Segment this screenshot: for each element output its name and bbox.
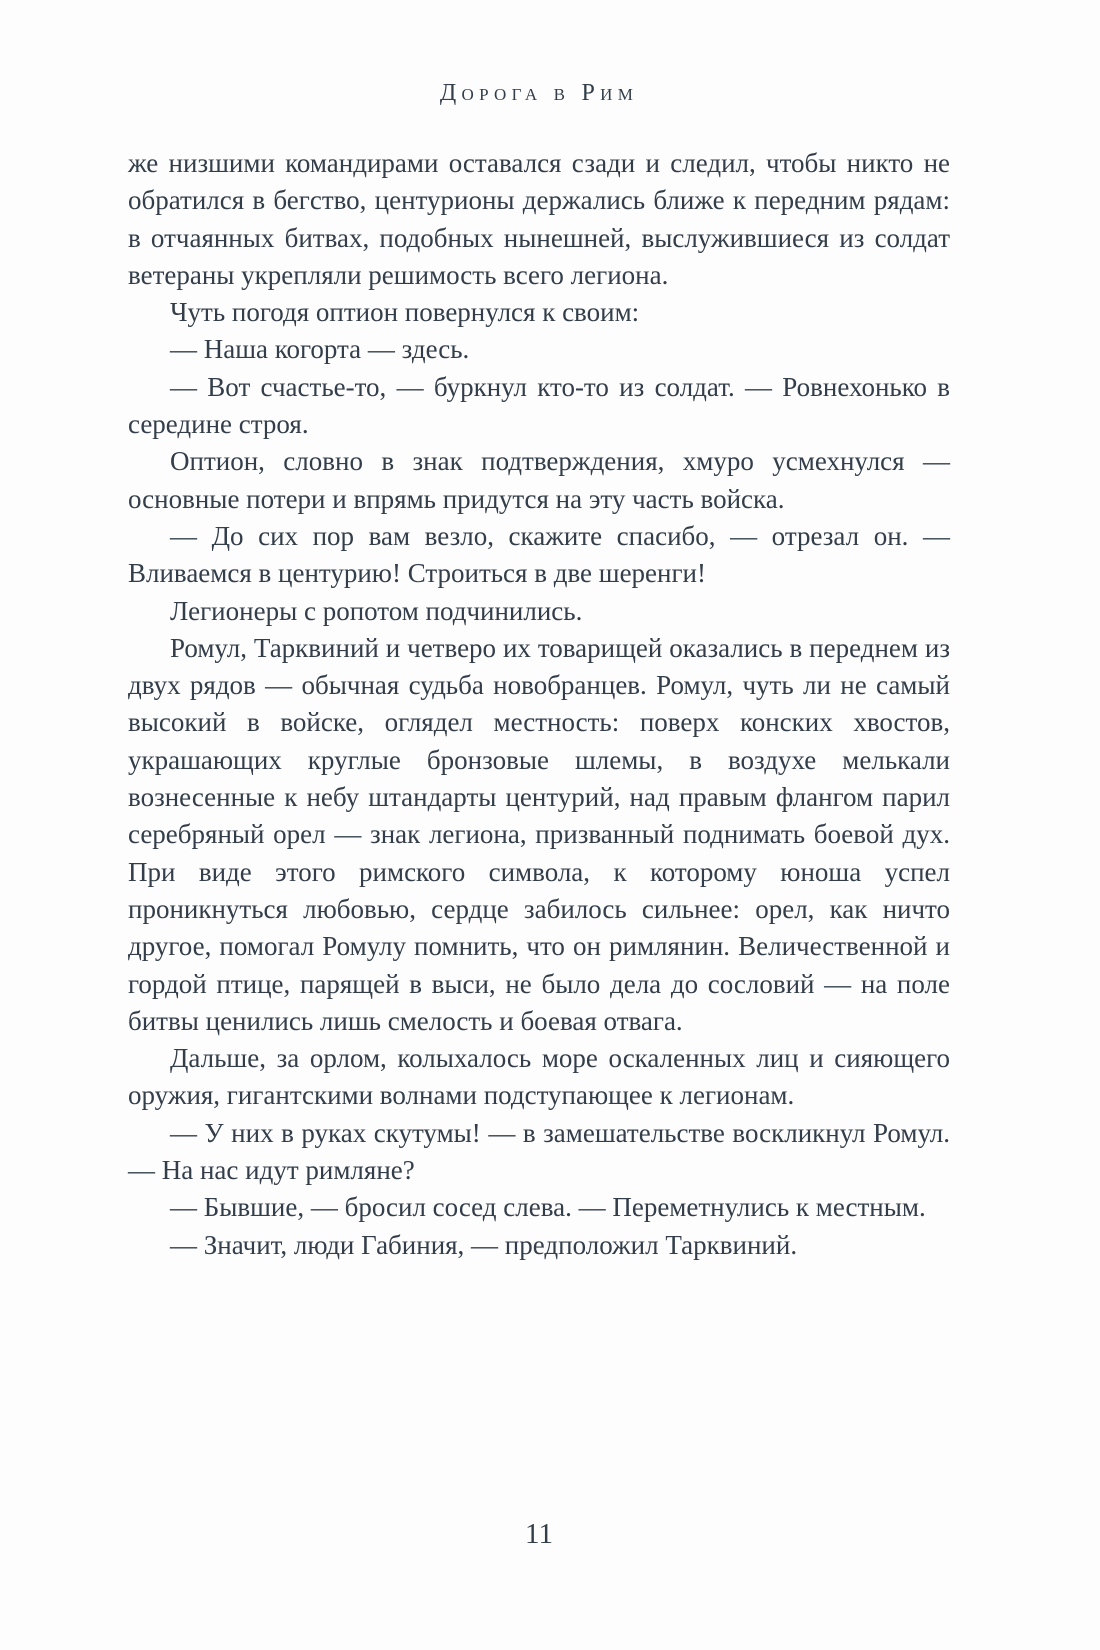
paragraph: же низшими командирами оставался сзади и следил, чтобы никто не обратился в бегство, центурионы держались ближе к передним рядам: в отчаянных битвах, подобных нынешней, выслужившиеся из солдат ветераны укрепляли решимость всего легиона. bbox=[128, 148, 950, 290]
paragraph-dialogue: — Бывшие, — бросил сосед слева. — Переметнулись к местным. bbox=[170, 1192, 926, 1223]
paragraph-dialogue: — Вот счастье-то, — буркнул кто-то из солдат. — Ровнехонько в середине строя. bbox=[128, 371, 950, 440]
paragraph: Легионеры с ропотом подчинились. bbox=[170, 595, 583, 626]
paragraph-dialogue: — У них в руках скутумы! — в замешательстве воскликнул Ромул. — На нас идут римляне? bbox=[128, 1117, 950, 1186]
text-block bbox=[128, 145, 950, 1264]
paragraph-dialogue: — До сих пор вам везло, скажите спасибо, — отрезал он. — Вливаемся в центурию! Строиться в две шеренги! bbox=[128, 520, 950, 589]
page-number: 11 bbox=[525, 1518, 553, 1550]
paragraph-dialogue: — Значит, люди Габиния, — предположил Тарквиний. bbox=[170, 1229, 798, 1260]
paragraph: Дальше, за орлом, колыхалось море оскаленных лиц и сияющего оружия, гигантскими волнами подступающее к легионам. bbox=[128, 1043, 950, 1111]
paragraph: Оптион, словно в знак подтверждения, хмуро усмехнулся — основные потери и впрямь придутся на эту часть войска. bbox=[128, 446, 950, 514]
paragraph: Ромул, Тарквиний и четверо их товарищей оказались в переднем из двух рядов — обычная судьба новобранцев. Ромул, чуть ли не самый высокий в войске, оглядел местность: поверх конских хвостов, украшающих круглые бронзовые шлемы, в воздухе мелькали вознесенные к небу штандарты центурий, над правым флангом парил серебряный орел — знак легиона, призванный поднимать боевой дух. При виде этого римского символа, к которому юноша успел проникнуться любовью, сердце забилось сильнее: орел, как ничто другое, помогал Ромулу помнить, что он римлянин. Величественной и гордой птице, парящей в выси, не было дела до сословий — на поле битвы ценились лишь смелость и боевая отвага. bbox=[128, 632, 950, 1036]
paragraph: Чуть погодя оптион повернулся к своим: bbox=[170, 297, 640, 328]
paragraph-dialogue: — Наша когорта — здесь. bbox=[170, 334, 470, 365]
running-head: Дорога в Рим bbox=[439, 80, 639, 106]
